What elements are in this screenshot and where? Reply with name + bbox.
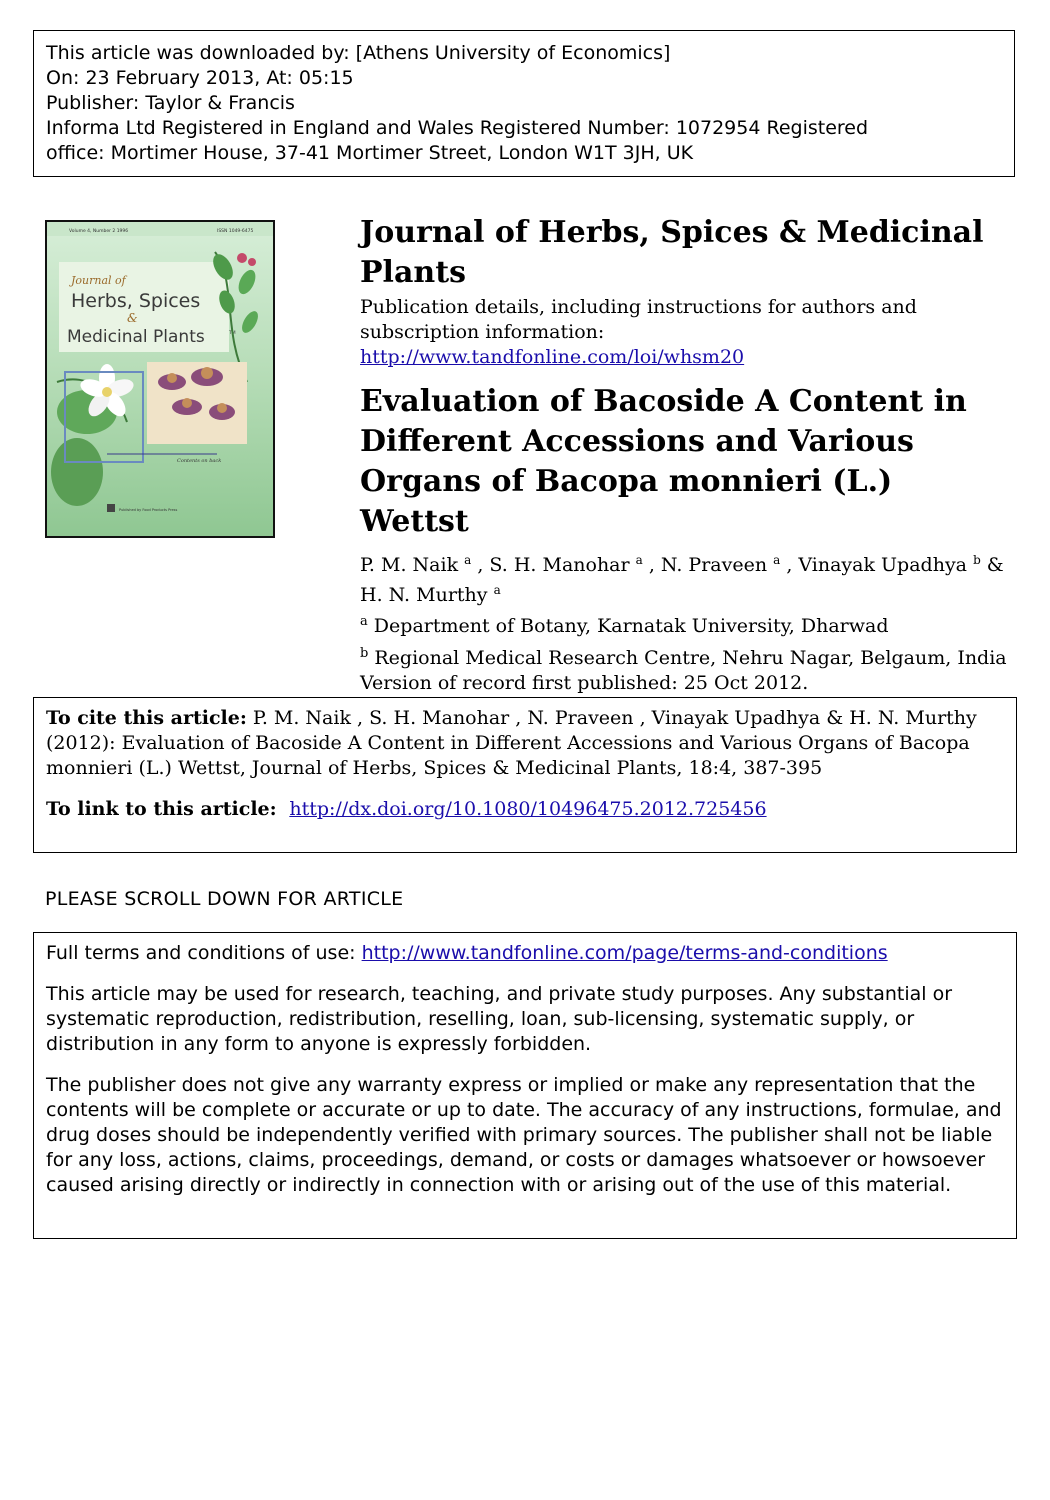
author-affil-sup: a [635, 553, 643, 567]
citation-box [33, 697, 1017, 853]
author-separator: , [471, 554, 490, 576]
author-name: P. M. Naik [360, 554, 459, 576]
cover-tm: TM [229, 331, 236, 336]
cover-footer: Published by Food Products Press [119, 508, 178, 512]
author-name: N. Praveen [660, 554, 768, 576]
cover-issn-text: ISSN 1049-6475 [217, 229, 254, 234]
author-affil-sup: b [973, 553, 981, 567]
author-list [360, 550, 1010, 610]
download-notice-line: office: Mortimer House, 37-41 Mortimer Street, London W1T 3JH, UK [46, 142, 694, 164]
affiliation-sup: a [360, 614, 368, 629]
article-header [360, 213, 1010, 696]
journal-title: Journal of Herbs, Spices & Medicinal Plants [360, 215, 984, 290]
article-link-row [46, 797, 1004, 822]
author-name: S. H. Manohar [489, 554, 630, 576]
affiliation-sup: b [360, 646, 369, 661]
affiliation-a [360, 614, 1010, 639]
publication-details-line: Publication details, including instructions for authors and [360, 296, 917, 318]
terms-paragraph-usage: This article may be used for research, teaching, and private study purposes. Any substantial or systematic reproduction, redistribution, reselling, loan, sub-licensing, systematic supply, or distribution in any form to anyone is expressly forbidden. [46, 983, 953, 1055]
version-of-record: Version of record first published: 25 Oct 2012. [360, 672, 809, 694]
author-affil-sup: a [773, 553, 781, 567]
cover-volume-text: Volume 4, Number 2 1996 [69, 229, 129, 234]
article-title: Evaluation of Bacoside A Content in Different Accessions and Various Organs of Bacopa monnieri (L.) Wettst [360, 384, 967, 539]
cover-title-3: Medicinal Plants [67, 327, 205, 347]
affiliation-b [360, 646, 1010, 671]
author-separator: , [780, 554, 799, 576]
doi-link[interactable]: http://dx.doi.org/10.1080/10496475.2012.725456 [289, 798, 767, 820]
download-notice-box [33, 30, 1015, 177]
citation-text: P. M. Naik , S. H. Manohar , N. Praveen , Vinayak Upadhya & H. N. Murthy (2012): Evaluation of Bacoside A Content in Different Accessions and Various Organs of Bacopa monnieri (L.) Wettst, Journal of Herbs, Spices & Medicinal Plants, 18:4, 387-395 [46, 707, 977, 779]
download-notice-line: On: 23 February 2013, At: 05:15 [46, 67, 354, 89]
author-affil-sup: a [493, 583, 501, 597]
terms-paragraph-warranty: The publisher does not give any warranty express or implied or make any representation that the contents will be complete or accurate or up to date. The accuracy of any instructions, formulae, and drug doses should be independently verified with primary sources. The publisher shall not be liable for any loss, actions, claims, proceedings, demand, or costs or damages whatsoever or howsoever caused arising directly or indirectly in connection with or arising out of the use of this material. [46, 1074, 1002, 1196]
terms-link-row [46, 941, 1004, 966]
affiliation-text: Regional Medical Research Centre, Nehru Nagar, Belgaum, India [368, 647, 1007, 669]
affiliation-text: Department of Botany, Karnatak University, Dharwad [367, 615, 889, 637]
author-separator: & [980, 554, 1004, 576]
journal-cover-image [45, 220, 275, 538]
journal-url-link[interactable]: http://www.tandfonline.com/loi/whsm20 [360, 346, 745, 368]
cover-caption: Contents on back [177, 458, 222, 464]
terms-label: Full terms and conditions of use: [46, 942, 362, 964]
publication-details-line: subscription information: [360, 321, 605, 343]
publication-details [360, 295, 1010, 370]
author-separator: , [642, 554, 661, 576]
download-notice-line: This article was downloaded by: [Athens University of Economics] [46, 42, 671, 64]
terms-link[interactable]: http://www.tandfonline.com/page/terms-and-conditions [361, 942, 888, 964]
terms-box [33, 932, 1017, 1239]
author-name: H. N. Murthy [360, 584, 488, 606]
download-notice-line: Informa Ltd Registered in England and Wales Registered Number: 1072954 Registered [46, 117, 869, 139]
author-name: Vinayak Upadhya [798, 554, 968, 576]
citation-label: To cite this article: [46, 707, 247, 729]
citation-text-block [46, 706, 1004, 781]
cover-title-amp: & [127, 311, 138, 325]
cover-title-2: Herbs, Spices [71, 290, 201, 312]
download-notice-line: Publisher: Taylor & Francis [46, 92, 295, 114]
scroll-down-note: PLEASE SCROLL DOWN FOR ARTICLE [45, 888, 404, 910]
article-link-label: To link to this article: [46, 798, 284, 820]
cover-title-1: Journal of [71, 274, 126, 287]
author-affil-sup: a [464, 553, 472, 567]
